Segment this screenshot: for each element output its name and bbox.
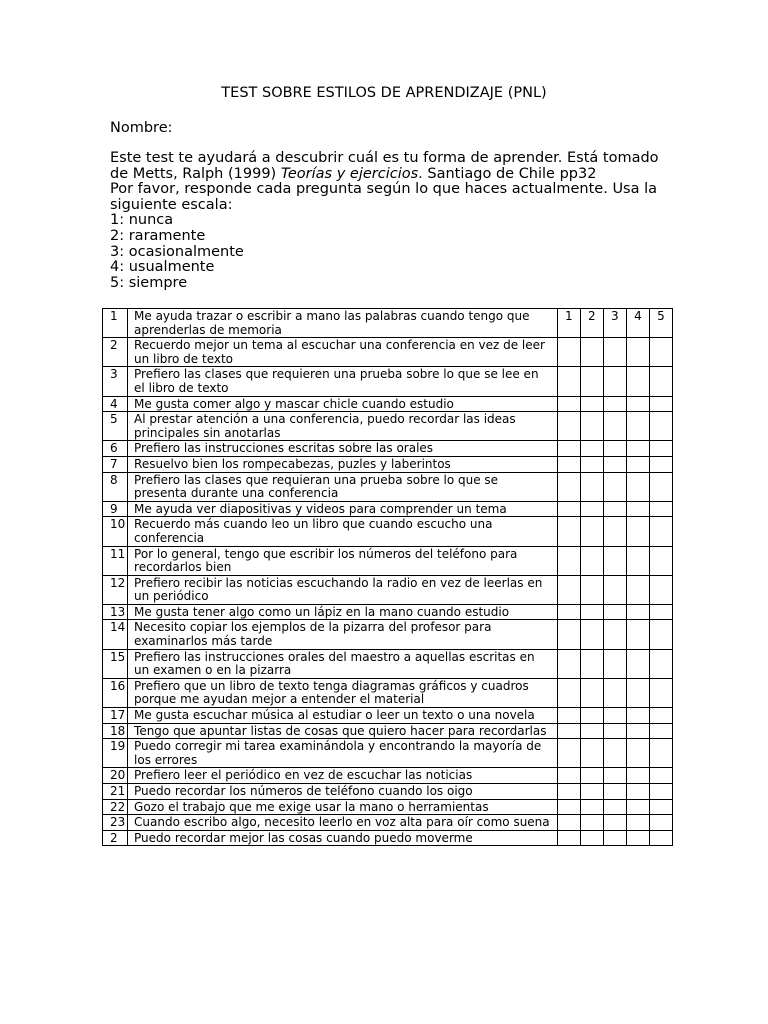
answer-cell-2[interactable]	[580, 815, 603, 831]
question-row	[103, 412, 673, 441]
question-number: 4	[103, 396, 128, 412]
question-text: Me gusta escuchar música al estudiar o leer un texto o una novela	[128, 708, 558, 724]
answer-cell-1[interactable]	[557, 441, 580, 457]
answer-cell-4[interactable]	[626, 441, 649, 457]
question-text: Al prestar atención a una conferencia, puedo recordar las ideas principales sin anotarlas	[128, 412, 558, 441]
answer-cell-4[interactable]	[626, 830, 649, 846]
answer-cell-1[interactable]	[557, 799, 580, 815]
intro-line1-suffix: . Santiago de Chile pp32	[418, 165, 597, 182]
answer-cell-1[interactable]	[557, 620, 580, 649]
question-number: 14	[103, 620, 128, 649]
question-row	[103, 441, 673, 457]
question-number: 17	[103, 708, 128, 724]
answer-cell-5[interactable]	[649, 678, 672, 707]
answer-cell-5[interactable]	[649, 396, 672, 412]
answer-cell-4[interactable]	[626, 604, 649, 620]
answer-cell-1[interactable]	[557, 830, 580, 846]
answer-cell-5[interactable]	[649, 708, 672, 724]
answer-cell-2[interactable]	[580, 739, 603, 768]
answer-cell-5[interactable]	[649, 441, 672, 457]
question-row	[103, 678, 673, 707]
answer-cell-3[interactable]	[603, 441, 626, 457]
question-number: 12	[103, 575, 128, 604]
answer-cell-3[interactable]	[603, 412, 626, 441]
questions-table-body	[103, 309, 673, 846]
answer-cell-4[interactable]	[626, 620, 649, 649]
question-text: Puedo recordar mejor las cosas cuando puedo moverme	[128, 830, 558, 846]
answer-cell-2[interactable]	[580, 367, 603, 396]
question-row	[103, 768, 673, 784]
answer-cell-1[interactable]	[557, 739, 580, 768]
intro-text	[110, 151, 670, 291]
answer-cell-4[interactable]	[626, 456, 649, 472]
answer-cell-2[interactable]	[580, 412, 603, 441]
question-number: 23	[103, 815, 128, 831]
question-text: Puedo recordar los números de teléfono cuando los oigo	[128, 784, 558, 800]
answer-cell-5[interactable]	[649, 546, 672, 575]
question-row	[103, 501, 673, 517]
answer-cell-4[interactable]	[626, 472, 649, 501]
answer-cell-2[interactable]	[580, 784, 603, 800]
answer-cell-2[interactable]	[580, 768, 603, 784]
answer-cell-5[interactable]	[649, 723, 672, 739]
answer-cell-5[interactable]	[649, 517, 672, 546]
answer-cell-3[interactable]	[603, 815, 626, 831]
answer-cell-3[interactable]	[603, 784, 626, 800]
answer-cell-4[interactable]	[626, 338, 649, 367]
question-row	[103, 456, 673, 472]
question-row	[103, 546, 673, 575]
question-text: Puedo corregir mi tarea examinándola y encontrando la mayoría de los errores	[128, 739, 558, 768]
question-row	[103, 604, 673, 620]
answer-cell-1[interactable]	[557, 412, 580, 441]
answer-cell-3[interactable]	[603, 517, 626, 546]
answer-cell-3[interactable]	[603, 546, 626, 575]
question-row	[103, 472, 673, 501]
scale-item-2: 2: raramente	[110, 227, 206, 244]
answer-cell-3[interactable]	[603, 768, 626, 784]
answer-cell-3[interactable]	[603, 649, 626, 678]
question-number: 6	[103, 441, 128, 457]
question-row	[103, 517, 673, 546]
answer-cell-4[interactable]	[626, 784, 649, 800]
questions-table	[102, 308, 673, 846]
answer-cell-4[interactable]	[626, 367, 649, 396]
intro-line2: Por favor, responde cada pregunta según lo que haces actualmente. Usa la siguiente escala:	[110, 181, 658, 213]
answer-cell-3[interactable]	[603, 501, 626, 517]
scale-item-3: 3: ocasionalmente	[110, 243, 244, 260]
answer-cell-3[interactable]	[603, 830, 626, 846]
question-number: 13	[103, 604, 128, 620]
answer-cell-1[interactable]	[557, 472, 580, 501]
answer-cell-5[interactable]	[649, 768, 672, 784]
answer-cell-2[interactable]	[580, 620, 603, 649]
question-text: Prefiero las instrucciones escritas sobre las orales	[128, 441, 558, 457]
answer-cell-1[interactable]	[557, 604, 580, 620]
answer-cell-4[interactable]	[626, 517, 649, 546]
question-number: 20	[103, 768, 128, 784]
scale-item-1: 1: nunca	[110, 212, 174, 229]
question-row	[103, 309, 673, 338]
answer-cell-4[interactable]	[626, 501, 649, 517]
question-text: Prefiero las clases que requieren una prueba sobre lo que se lee en el libro de texto	[128, 367, 558, 396]
answer-cell-4[interactable]	[626, 815, 649, 831]
answer-cell-4[interactable]	[626, 546, 649, 575]
answer-cell-3[interactable]	[603, 575, 626, 604]
answer-cell-1[interactable]	[557, 815, 580, 831]
question-number: 11	[103, 546, 128, 575]
question-number: 19	[103, 739, 128, 768]
question-row	[103, 799, 673, 815]
question-row	[103, 784, 673, 800]
answer-cell-3[interactable]	[603, 604, 626, 620]
answer-cell-4[interactable]	[626, 799, 649, 815]
answer-cell-2[interactable]	[580, 396, 603, 412]
question-text: Me ayuda trazar o escribir a mano las palabras cuando tengo que aprenderlas de memoria	[128, 309, 558, 338]
answer-cell-1[interactable]	[557, 708, 580, 724]
answer-cell-3[interactable]	[603, 799, 626, 815]
question-text: Recuerdo mejor un tema al escuchar una conferencia en vez de leer un libro de texto	[128, 338, 558, 367]
question-text: Resuelvo bien los rompecabezas, puzles y laberintos	[128, 456, 558, 472]
question-text: Gozo el trabajo que me exige usar la mano o herramientas	[128, 799, 558, 815]
answer-cell-2[interactable]	[580, 338, 603, 367]
answer-cell-4[interactable]	[626, 739, 649, 768]
answer-cell-1[interactable]	[557, 338, 580, 367]
question-row	[103, 708, 673, 724]
answer-cell-3[interactable]	[603, 396, 626, 412]
question-row	[103, 649, 673, 678]
question-row	[103, 723, 673, 739]
scale-header-5: 5	[649, 309, 672, 338]
question-row	[103, 575, 673, 604]
answer-cell-2[interactable]	[580, 723, 603, 739]
answer-cell-5[interactable]	[649, 472, 672, 501]
answer-cell-3[interactable]	[603, 708, 626, 724]
question-number: 5	[103, 412, 128, 441]
answer-cell-1[interactable]	[557, 546, 580, 575]
answer-cell-2[interactable]	[580, 575, 603, 604]
answer-cell-1[interactable]	[557, 784, 580, 800]
answer-cell-2[interactable]	[580, 517, 603, 546]
answer-cell-5[interactable]	[649, 649, 672, 678]
question-text: Prefiero recibir las noticias escuchando la radio en vez de leerlas en un periódico	[128, 575, 558, 604]
answer-cell-2[interactable]	[580, 830, 603, 846]
answer-cell-3[interactable]	[603, 472, 626, 501]
answer-cell-3[interactable]	[603, 456, 626, 472]
question-text: Prefiero las instrucciones orales del maestro a aquellas escritas en un examen o en la pizarra	[128, 649, 558, 678]
scale-header-4: 4	[626, 309, 649, 338]
answer-cell-2[interactable]	[580, 472, 603, 501]
question-text: Por lo general, tengo que escribir los números del teléfono para recordarlos bien	[128, 546, 558, 575]
answer-cell-2[interactable]	[580, 649, 603, 678]
question-text: Recuerdo más cuando leo un libro que cuando escucho una conferencia	[128, 517, 558, 546]
question-text: Me gusta comer algo y mascar chicle cuando estudio	[128, 396, 558, 412]
question-text: Me ayuda ver diapositivas y videos para comprender un tema	[128, 501, 558, 517]
question-text: Tengo que apuntar listas de cosas que quiero hacer para recordarlas	[128, 723, 558, 739]
answer-cell-2[interactable]	[580, 799, 603, 815]
answer-cell-3[interactable]	[603, 678, 626, 707]
scale-item-5: 5: siempre	[110, 274, 188, 291]
question-text: Prefiero las clases que requieran una prueba sobre lo que se presenta durante una conferencia	[128, 472, 558, 501]
answer-cell-2[interactable]	[580, 546, 603, 575]
question-number: 2	[103, 830, 128, 846]
answer-cell-4[interactable]	[626, 678, 649, 707]
answer-cell-5[interactable]	[649, 739, 672, 768]
answer-cell-4[interactable]	[626, 768, 649, 784]
scale-item-4: 4: usualmente	[110, 259, 215, 276]
answer-cell-5[interactable]	[649, 575, 672, 604]
answer-cell-5[interactable]	[649, 412, 672, 441]
answer-cell-5[interactable]	[649, 456, 672, 472]
answer-cell-2[interactable]	[580, 678, 603, 707]
answer-cell-5[interactable]	[649, 815, 672, 831]
answer-cell-4[interactable]	[626, 575, 649, 604]
answer-cell-2[interactable]	[580, 501, 603, 517]
question-text: Prefiero que un libro de texto tenga diagramas gráficos y cuadros porque me ayudan mejor a entender el material	[128, 678, 558, 707]
answer-cell-4[interactable]	[626, 649, 649, 678]
question-number: 10	[103, 517, 128, 546]
answer-cell-5[interactable]	[649, 604, 672, 620]
scale-header-2: 2	[580, 309, 603, 338]
answer-cell-1[interactable]	[557, 723, 580, 739]
answer-cell-1[interactable]	[557, 768, 580, 784]
answer-cell-1[interactable]	[557, 367, 580, 396]
answer-cell-2[interactable]	[580, 604, 603, 620]
answer-cell-1[interactable]	[557, 501, 580, 517]
question-number: 1	[103, 309, 128, 338]
answer-cell-5[interactable]	[649, 620, 672, 649]
question-row	[103, 815, 673, 831]
intro-line1-prefix: Este test te ayudará a descubrir cuál es tu forma de aprender. Está tomado de Metts, Ralph (1999)	[110, 150, 659, 182]
question-number: 9	[103, 501, 128, 517]
answer-cell-3[interactable]	[603, 620, 626, 649]
answer-cell-3[interactable]	[603, 367, 626, 396]
question-row	[103, 620, 673, 649]
question-text: Necesito copiar los ejemplos de la pizarra del profesor para examinarlos más tarde	[128, 620, 558, 649]
answer-cell-3[interactable]	[603, 338, 626, 367]
question-number: 21	[103, 784, 128, 800]
question-row	[103, 367, 673, 396]
answer-cell-1[interactable]	[557, 456, 580, 472]
answer-cell-5[interactable]	[649, 367, 672, 396]
answer-cell-5[interactable]	[649, 784, 672, 800]
answer-cell-5[interactable]	[649, 338, 672, 367]
name-label: Nombre:	[110, 120, 173, 136]
answer-cell-4[interactable]	[626, 396, 649, 412]
question-number: 2	[103, 338, 128, 367]
question-row	[103, 338, 673, 367]
answer-cell-1[interactable]	[557, 575, 580, 604]
answer-cell-1[interactable]	[557, 678, 580, 707]
question-row	[103, 739, 673, 768]
answer-cell-3[interactable]	[603, 723, 626, 739]
question-number: 15	[103, 649, 128, 678]
question-row	[103, 830, 673, 846]
answer-cell-5[interactable]	[649, 501, 672, 517]
question-text: Prefiero leer el periódico en vez de escuchar las noticias	[128, 768, 558, 784]
answer-cell-1[interactable]	[557, 649, 580, 678]
answer-cell-4[interactable]	[626, 412, 649, 441]
answer-cell-2[interactable]	[580, 456, 603, 472]
answer-cell-2[interactable]	[580, 441, 603, 457]
question-row	[103, 396, 673, 412]
scale-header-1: 1	[557, 309, 580, 338]
page-title: TEST SOBRE ESTILOS DE APRENDIZAJE (PNL)	[221, 85, 547, 101]
question-number: 8	[103, 472, 128, 501]
question-number: 16	[103, 678, 128, 707]
question-number: 7	[103, 456, 128, 472]
answer-cell-4[interactable]	[626, 723, 649, 739]
answer-cell-2[interactable]	[580, 708, 603, 724]
scale-header-3: 3	[603, 309, 626, 338]
answer-cell-1[interactable]	[557, 396, 580, 412]
question-text: Cuando escribo algo, necesito leerlo en voz alta para oír como suena	[128, 815, 558, 831]
answer-cell-5[interactable]	[649, 799, 672, 815]
question-text: Me gusta tener algo como un lápiz en la mano cuando estudio	[128, 604, 558, 620]
answer-cell-3[interactable]	[603, 739, 626, 768]
answer-cell-4[interactable]	[626, 708, 649, 724]
answer-cell-1[interactable]	[557, 517, 580, 546]
book-title: Teorías y ejercicios	[280, 165, 419, 182]
question-number: 18	[103, 723, 128, 739]
question-number: 3	[103, 367, 128, 396]
question-number: 22	[103, 799, 128, 815]
answer-cell-5[interactable]	[649, 830, 672, 846]
